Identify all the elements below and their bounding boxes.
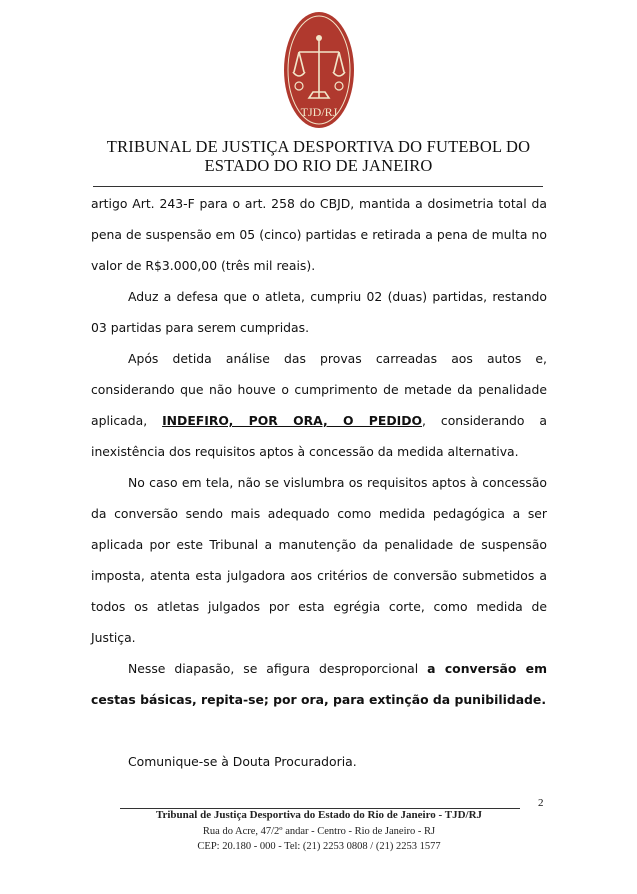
- blank-line: [91, 715, 547, 746]
- footer-line-1: Tribunal de Justiça Desportiva do Estado do Rio de Janeiro - TJD/RJ: [155, 809, 483, 821]
- footer-line-2: Rua do Acre, 47/2º andar - Centro - Rio de Janeiro - RJ: [202, 826, 436, 837]
- paragraph-5-text-a: Nesse diapasão, se afigura desproporcional: [128, 661, 428, 676]
- document-body: [91, 188, 547, 777]
- paragraph-6: Comunique-se à Douta Procuradoria.: [128, 754, 357, 769]
- paragraph-2: Aduz a defesa que o atleta, cumpriu 02 (duas) partidas, restando 03 partidas para serem cumpridas.: [91, 289, 547, 335]
- paragraph-1: artigo Art. 243-F para o art. 258 do CBJD, mantida a dosimetria total da pena de suspensão em 05 (cinco) partidas e retirada a pena de multa no valor de R$3.000,00 (três mil reais).: [91, 196, 547, 273]
- header-divider: [93, 186, 543, 187]
- seal-text: TJD/RJ: [300, 105, 338, 119]
- paragraph-3: [91, 343, 547, 467]
- paragraph-3-decision: INDEFIRO, POR ORA, O PEDIDO: [162, 413, 423, 428]
- tjdrj-seal-logo: [283, 10, 355, 130]
- page-number: 2: [538, 797, 544, 809]
- paragraph-5: [91, 653, 547, 715]
- paragraph-4: No caso em tela, não se vislumbra os requisitos aptos à concessão da conversão sendo mais adequado como medida pedagógica a ser aplicada por este Tribunal a manutenção da penalidade de suspensão imposta, atenta esta julgadora aos critérios de conversão submetidos a todos os atletas julgados por esta egrégia corte, como medida de Justiça.: [91, 475, 547, 645]
- tribunal-header-title: [60, 137, 577, 175]
- paragraph-3-text-a: Após detida análise das provas carreadas aos autos e, considerando que não houve o cumprimento de metade da penalidade aplicada,: [91, 351, 547, 428]
- header-title-line-1: TRIBUNAL DE JUSTIÇA DESPORTIVA DO FUTEBOL DO: [106, 137, 531, 156]
- paragraph-5-bold: a conversão em cestas básicas, repita-se; por ora, para extinção da punibilidade.: [91, 661, 547, 707]
- header-title-line-2: ESTADO DO RIO DE JANEIRO: [204, 156, 433, 175]
- footer-line-3: CEP: 20.180 - 000 - Tel: (21) 2253 0808 / (21) 2253 1577: [197, 841, 441, 852]
- paragraph-3-text-b: , considerando a inexistência dos requisitos aptos à concessão da medida alternativa.: [91, 413, 548, 459]
